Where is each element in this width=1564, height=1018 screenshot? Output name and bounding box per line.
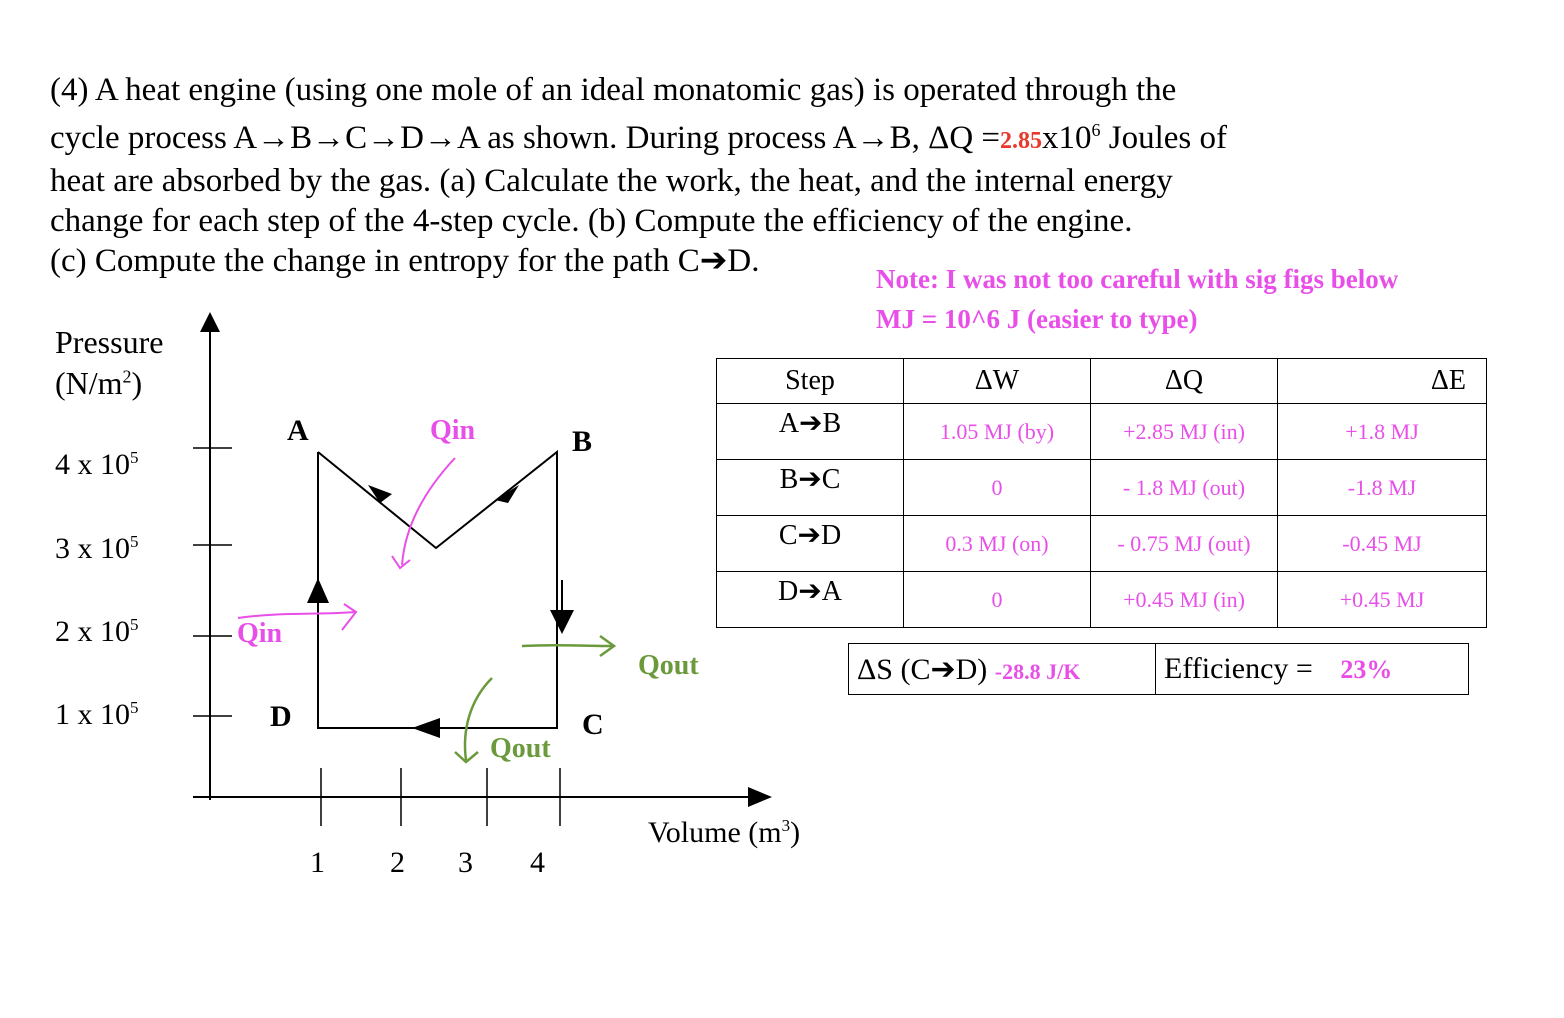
entropy-value: -28.8 J/K <box>994 658 1081 684</box>
row-dw: 0 <box>904 460 1091 516</box>
row-dq: +0.45 MJ (in) <box>1091 572 1278 628</box>
row-step: C➔D <box>717 516 904 572</box>
problem-line-4: change for each step of the 4-step cycle. (b) Compute the efficiency of the engine. <box>50 203 1133 239</box>
arrow-cd-head <box>412 718 440 738</box>
summary-row <box>849 644 1469 695</box>
summary-table <box>848 643 1469 695</box>
y-tick-label-1 <box>55 698 139 732</box>
table-row <box>717 516 1487 572</box>
y-axis-unit-text: (N/m <box>55 365 123 401</box>
point-a-label: A <box>287 414 309 447</box>
y-tick-label-2-coef: 2 x 10 <box>55 615 130 648</box>
energy-table <box>716 358 1487 628</box>
x-axis-title-text: Volume (m <box>648 816 782 849</box>
problem-line-2-pre: cycle process A→B→C→D→A as shown. During process A→B, ΔQ = <box>50 120 1001 156</box>
x-axis-unit-exp: 3 <box>781 816 791 835</box>
x-axis-arrow <box>748 787 772 807</box>
cycle-path <box>318 452 557 728</box>
row-step: D➔A <box>717 572 904 628</box>
note-sig-figs: Note: I was not too careful with sig figs below <box>876 264 1399 294</box>
header-de: ΔE <box>1278 359 1487 404</box>
x-tick-label-1: 1 <box>310 846 325 879</box>
y-tick-label-4-coef: 4 x 10 <box>55 448 130 481</box>
row-dq: - 0.75 MJ (out) <box>1091 516 1278 572</box>
problem-line-2-end: Joules of <box>1100 120 1228 156</box>
qin-left-label: Qin <box>237 618 283 649</box>
problem-line-2-exp: 6 <box>1091 120 1101 140</box>
y-tick-label-1-exp: 5 <box>130 698 139 717</box>
x-axis-title <box>648 816 800 850</box>
problem-line-3: heat are absorbed by the gas. (a) Calculate the work, the heat, and the internal energy <box>50 163 1173 199</box>
row-dq: - 1.8 MJ (out) <box>1091 460 1278 516</box>
problem-line-5: (c) Compute the change in entropy for the path C➔D. <box>50 243 760 279</box>
efficiency-cell <box>1156 644 1469 695</box>
qout-bottom-arrow <box>465 678 492 760</box>
heat-value: 2.85 <box>1000 128 1043 154</box>
qout-bottom-label: Qout <box>490 733 551 764</box>
qin-top-arrow <box>402 458 455 565</box>
x-tick-label-2: 2 <box>390 846 405 879</box>
y-axis-title: Pressure <box>55 324 164 360</box>
point-c-label: C <box>582 708 604 741</box>
qin-top-label: Qin <box>430 415 476 446</box>
table-row <box>717 404 1487 460</box>
row-dq: +2.85 MJ (in) <box>1091 404 1278 460</box>
table-row <box>717 572 1487 628</box>
arrow-ab-1 <box>368 485 392 503</box>
problem-line-2-post: x10 <box>1042 120 1092 156</box>
y-tick-label-3 <box>55 532 139 566</box>
table-header-row <box>717 359 1487 404</box>
qin-top-arrowhead <box>392 556 410 568</box>
y-tick-label-4 <box>55 448 139 482</box>
y-axis-arrow <box>200 312 220 332</box>
y-axis-unit-exp: 2 <box>122 366 132 387</box>
row-step: A➔B <box>717 404 904 460</box>
header-dw: ΔW <box>904 359 1091 404</box>
x-axis-close: ) <box>790 816 801 849</box>
arrow-ab-2 <box>495 485 519 503</box>
point-d-label: D <box>270 700 292 733</box>
y-axis-unit-close: ) <box>131 365 143 401</box>
y-tick-label-2 <box>55 615 139 649</box>
arrow-da-head <box>307 578 329 603</box>
y-tick-label-1-coef: 1 x 10 <box>55 698 130 731</box>
row-de: +0.45 MJ <box>1278 572 1487 628</box>
point-b-label: B <box>572 425 593 458</box>
y-axis-unit <box>55 365 142 402</box>
table-row <box>717 460 1487 516</box>
problem-line-1: (4) A heat engine (using one mole of an ideal monatomic gas) is operated through the <box>50 72 1177 108</box>
y-tick-label-3-coef: 3 x 10 <box>55 532 130 565</box>
row-de: -0.45 MJ <box>1278 516 1487 572</box>
row-de: +1.8 MJ <box>1278 404 1487 460</box>
qout-right-arrow <box>522 645 612 646</box>
qin-left-arrowhead <box>342 604 356 630</box>
y-tick-label-4-exp: 5 <box>130 448 139 467</box>
row-dw: 1.05 MJ (by) <box>904 404 1091 460</box>
note-mj-definition: MJ = 10^6 J (easier to type) <box>876 304 1198 334</box>
entropy-label: ΔS (C➔D) <box>857 652 988 686</box>
row-de: -1.8 MJ <box>1278 460 1487 516</box>
x-tick-label-3: 3 <box>458 846 473 879</box>
header-dq: ΔQ <box>1091 359 1278 404</box>
header-step: Step <box>717 359 904 404</box>
y-tick-label-2-exp: 5 <box>130 615 139 634</box>
arrow-bc-head <box>550 610 574 634</box>
row-step: B➔C <box>717 460 904 516</box>
row-dw: 0 <box>904 572 1091 628</box>
row-dw: 0.3 MJ (on) <box>904 516 1091 572</box>
qout-right-label: Qout <box>638 650 699 681</box>
x-tick-label-4: 4 <box>530 846 545 879</box>
efficiency-label: Efficiency = <box>1164 652 1313 685</box>
efficiency-value: 23% <box>1340 655 1393 684</box>
y-tick-label-3-exp: 5 <box>130 532 139 551</box>
entropy-cell <box>849 644 1156 695</box>
